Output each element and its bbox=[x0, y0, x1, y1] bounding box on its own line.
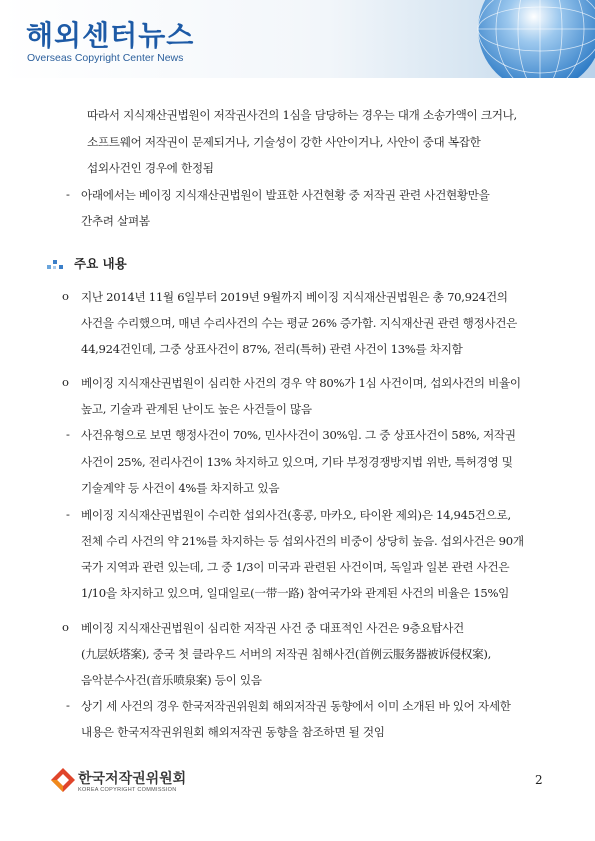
intro-dash-line: 간추려 살펴봄 bbox=[81, 214, 150, 228]
intro-dash-line: 아래에서는 베이징 지식재산권법원이 발표한 사건현황 중 저작권 관련 사건현황만을 bbox=[81, 188, 490, 202]
section-title: 주요 내용 bbox=[74, 256, 127, 271]
intro-line: 섭외사건인 경우에 한정됨 bbox=[87, 161, 214, 175]
circle-bullet: o bbox=[62, 375, 69, 389]
footer-org-english: KOREA COPYRIGHT COMMISSION bbox=[78, 787, 177, 793]
dash-bullet: - bbox=[66, 187, 70, 201]
item-line: 기술계약 등 사건이 4%를 차지하고 있음 bbox=[81, 481, 280, 495]
item-line: 지난 2014년 11월 6일부터 2019년 9월까지 베이징 지식재산권법원은 총 70,924건의 bbox=[81, 290, 508, 304]
header-title: 해외센터뉴스 bbox=[26, 19, 195, 52]
dash-bullet: - bbox=[66, 427, 70, 441]
intro-line: 소프트웨어 저작권이 문제되거나, 기술성이 강한 사안이거나, 사안이 중대 복잡한 bbox=[87, 135, 481, 149]
dash-bullet: - bbox=[66, 507, 70, 521]
item-line: 전체 수리 사건의 약 21%를 차지하는 등 섭외사건의 비중이 상당히 높음. 섭외사건은 90개 bbox=[81, 534, 524, 548]
page-number: 2 bbox=[535, 773, 543, 787]
item-line: (九层妖塔案), 중국 첫 클라우드 서버의 저작권 침해사건(首例云服务器被诉侵权案), bbox=[81, 647, 491, 661]
footer-org-name: 한국저작권위원회 bbox=[78, 771, 187, 787]
item-line: 사건을 수리했으며, 매년 수리사건의 수는 평균 26% 증가함. 지식재산권 관련 행정사건은 bbox=[81, 316, 518, 330]
commission-logo-icon bbox=[50, 767, 76, 793]
item-line: 높고, 기술과 관계된 난이도 높은 사건들이 많음 bbox=[81, 402, 312, 416]
circle-bullet: o bbox=[62, 289, 69, 303]
item-line: 베이징 지식재산권법원이 심리한 사건의 경우 약 80%가 1심 사건이며, 섭외사건의 비율이 bbox=[81, 376, 521, 390]
item-line: 베이징 지식재산권법원이 심리한 저작권 사건 중 대표적인 사건은 9층요탑사건 bbox=[81, 621, 464, 635]
item-line: 내용은 한국저작권위원회 해외저작권 동향을 참조하면 될 것임 bbox=[81, 725, 385, 739]
item-line: 사건이 25%, 전리사건이 13% 차지하고 있으며, 기타 부정경쟁방지법 위반, 특허경영 및 bbox=[81, 455, 513, 469]
item-line: 상기 세 사건의 경우 한국저작권위원회 해외저작권 동향에서 이미 소개된 바 있어 자세한 bbox=[81, 699, 511, 713]
item-line: 국가 지역과 관련 있는데, 그 중 1/3이 미국과 관련된 사건이며, 독일과 일본 관련 사건은 bbox=[81, 560, 510, 574]
dash-bullet: - bbox=[66, 698, 70, 712]
item-line: 44,924건인데, 그중 상표사건이 87%, 전리(특허) 관련 사건이 13%를 차지함 bbox=[81, 342, 463, 356]
item-line: 음악분수사건(音乐喷泉案) 등이 있음 bbox=[81, 673, 262, 687]
item-line: 1/10을 차지하고 있으며, 일대일로(一带一路) 참여국가와 관계된 사건의 비율은 15%임 bbox=[81, 586, 510, 600]
header-subtitle: Overseas Copyright Center News bbox=[27, 52, 184, 64]
page-header bbox=[0, 0, 595, 78]
section-bullet-icon bbox=[47, 257, 65, 271]
intro-line: 따라서 지식재산권법원이 저작권사건의 1심을 담당하는 경우는 대개 소송가액이 크거나, bbox=[87, 108, 517, 122]
globe-graphic bbox=[455, 0, 595, 78]
item-line: 사건유형으로 보면 행정사건이 70%, 민사사건이 30%임. 그 중 상표사건이 58%, 저작권 bbox=[81, 428, 516, 442]
circle-bullet: o bbox=[62, 620, 69, 634]
item-line: 베이징 지식재산권법원이 수리한 섭외사건(홍콩, 마카오, 타이완 제외)은 14,945건으로, bbox=[81, 508, 511, 522]
